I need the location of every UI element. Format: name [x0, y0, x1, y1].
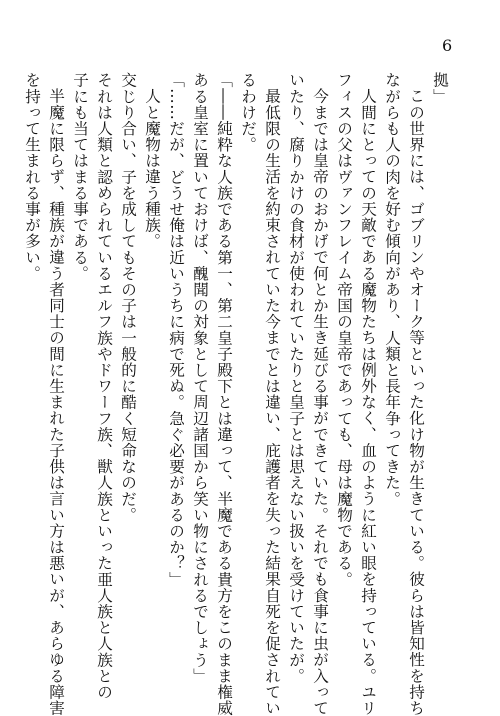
- text-line: それは人類と認められているエルフ族やドワーフ族、獣人族といった亜人族と人族との: [95, 72, 113, 700]
- text-line: フィスの父はヴァンフレイム帝国の皇帝であっても、母は魔物である。: [335, 72, 353, 588]
- page-number: 6: [442, 36, 453, 55]
- text-line: 人と魔物は違う種族。: [143, 87, 161, 249]
- body-text: [23, 72, 452, 716]
- text-line: を持って生まれる事が多い。: [23, 72, 41, 282]
- text-line: 「……だが、どうせ俺は近いうちに病で死ぬ。急ぐ必要があるのか？」: [167, 72, 185, 588]
- text-line: 交じり合い、子を成してもその子は一般的に酷く短命なのだ。: [119, 72, 137, 523]
- text-line: 人間にとっての天敵である魔物たちは例外なく、血のように紅い眼を持っている。ユリ: [359, 87, 377, 716]
- text-line: ある皇室に置いておけば、醜聞の対象として周辺諸国から笑い物にされるでしょう」: [191, 72, 209, 684]
- text-line: 今までは皇帝のおかげで何とか生き延びる事ができていた。それでも食事に虫が入って: [311, 87, 329, 716]
- text-line: いたり、腐りかけの食材が使われていたりと皇子とは思えない扱いを受けていたが。: [287, 72, 305, 684]
- text-line: るわけだ。: [239, 72, 257, 153]
- text-line: 子にも当てはまる事である。: [71, 72, 89, 282]
- text-line: 拠」: [431, 72, 449, 105]
- text-line: 半魔に限らず、種族が違う者同士の間に生まれた子供は言い方は悪いが、あらゆる障害: [47, 87, 65, 716]
- text-line: 最低限の生活を約束されていた今までとは違い、庇護者を失った結果自死を促されてい: [263, 87, 281, 716]
- text-line: ながらも人の肉を好む傾向があり、人類と長年争ってきた。: [383, 72, 401, 507]
- text-line: この世界には、ゴブリンやオーク等といった化け物が生きている。彼らは皆知性を持ち: [407, 87, 425, 716]
- text-line: 「――純粋な人族である第一、第二皇子殿下とは違って、半魔である貴方をこのまま権威: [215, 72, 233, 716]
